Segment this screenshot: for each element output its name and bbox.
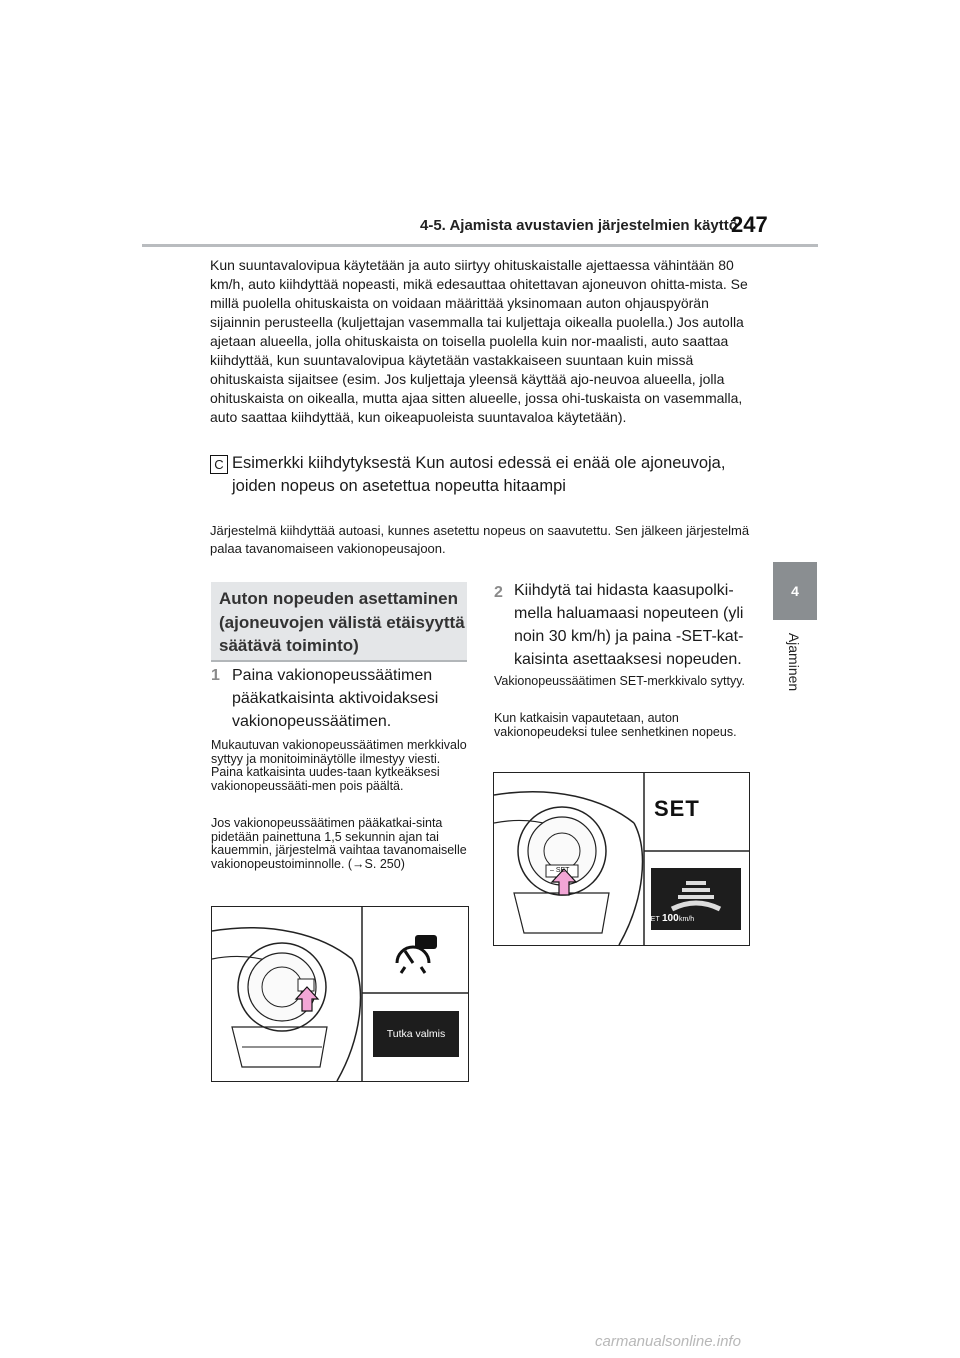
radar-cruise-icon (397, 935, 437, 973)
steering-wheel-drawing-2 (494, 773, 749, 945)
step1-note1: Mukautuvan vakionopeussäätimen merkkivalo syttyy ja monitoiminäytölle ilmestyy viesti. Paina katkaisinta uudes-taan kytkeäksesi vakionopeussääti-men pois päältä. (211, 738, 467, 793)
section-heading-box (211, 582, 467, 662)
intro-paragraph: Kun suuntavalovipua käytetään ja auto siirtyy ohituskaistalle ajettaessa vähintään 80 km/h, auto kiihdyttää nopeasti, mikä edesauttaa ohitettavan ajoneuvon ohitta-mista. Se millä puolella ohituskaista on voidaan määrittää yksinomaan auton ohjauspyörän sijainnin perusteella (kuljettajan vasemmalla tai kuljettaja oikealla puolella.) Jos autolla ajetaan alueella, jolla ohituskaista on toisella puolella kuin nor-maalisti, auto saattaa kiihdyttää, kun suuntavalovipua käytetään vastakkaiseen suuntaan kuin missä ohituskaista sijaitsee (esim. Jos kuljettaja yleensä käyttää ajo-neuvoa alueella, jolla ohituskaista on oikealla, mutta ajaa sitten alueelle, jossa ohi-tuskaista on vasemmalla, auto saattaa kiihdyttää, kun oikeapuoleista suuntavaloa käytetään). (210, 257, 748, 425)
display-unit: km/h (679, 916, 695, 923)
display-set-label: SET (646, 916, 660, 923)
set-button-label: – SET (550, 867, 570, 874)
display-speed: 100 (662, 913, 679, 924)
set-indicator: SET (654, 796, 700, 821)
watermark: carmanualsonline.info (595, 1333, 741, 1350)
page-number: 247 (731, 212, 768, 237)
step2-note2: Kun katkaisin vapautetaan, auton vakionopeudeksi tulee senhetkinen nopeus. (494, 711, 737, 739)
running-header: 4-5. Ajamista avustavien järjestelmien käyttö (420, 217, 738, 234)
chapter-label: Ajaminen (786, 632, 802, 692)
display-message: Tutka valmis (373, 1011, 459, 1057)
steering-switch-illustration-2 (493, 772, 750, 946)
step1-text: Paina vakionopeussäätimen pääkatkaisinta aktivoidaksesi vakionopeussäätimen. (232, 667, 439, 730)
step2-text: Kiihdytä tai hidasta kaasupolki-mella haluamaasi nopeuteen (yli noin 30 km/h) ja paina -SET-kat-kaisinta asettaaksesi nopeuden. (514, 582, 744, 668)
header-divider (142, 244, 818, 247)
step1-number: 1 (211, 667, 220, 684)
example-marker: C (210, 455, 228, 474)
example-body: Järjestelmä kiihdyttää autoasi, kunnes asetettu nopeus on saavutettu. Sen jälkeen järjestelmä palaa tavanomaiseen vakionopeusajoon. (210, 523, 750, 556)
step2-number: 2 (494, 584, 503, 601)
step1-note2: Jos vakionopeussäätimen pääkatkai-sinta pidetään painettuna 1,5 sekunnin ajan tai kauemmin, järjestelmä vaihtaa tavanomaiselle vakionopeustoiminnolle. (→S. 250) (211, 816, 467, 871)
chapter-tab[interactable]: 4 (773, 562, 817, 620)
steering-switch-illustration-1 (211, 906, 469, 1082)
example-heading: Esimerkki kiihdytyksestä Kun autosi edessä ei enää ole ajoneuvoja, joiden nopeus on asetettua nopeutta hitaampi (232, 454, 726, 495)
step2-note1: Vakionopeussäätimen SET-merkkivalo syttyy. (494, 674, 746, 688)
section-title: Auton nopeuden asettaminen (ajoneuvojen välistä etäisyyttä säätävä toiminto) (219, 589, 465, 655)
